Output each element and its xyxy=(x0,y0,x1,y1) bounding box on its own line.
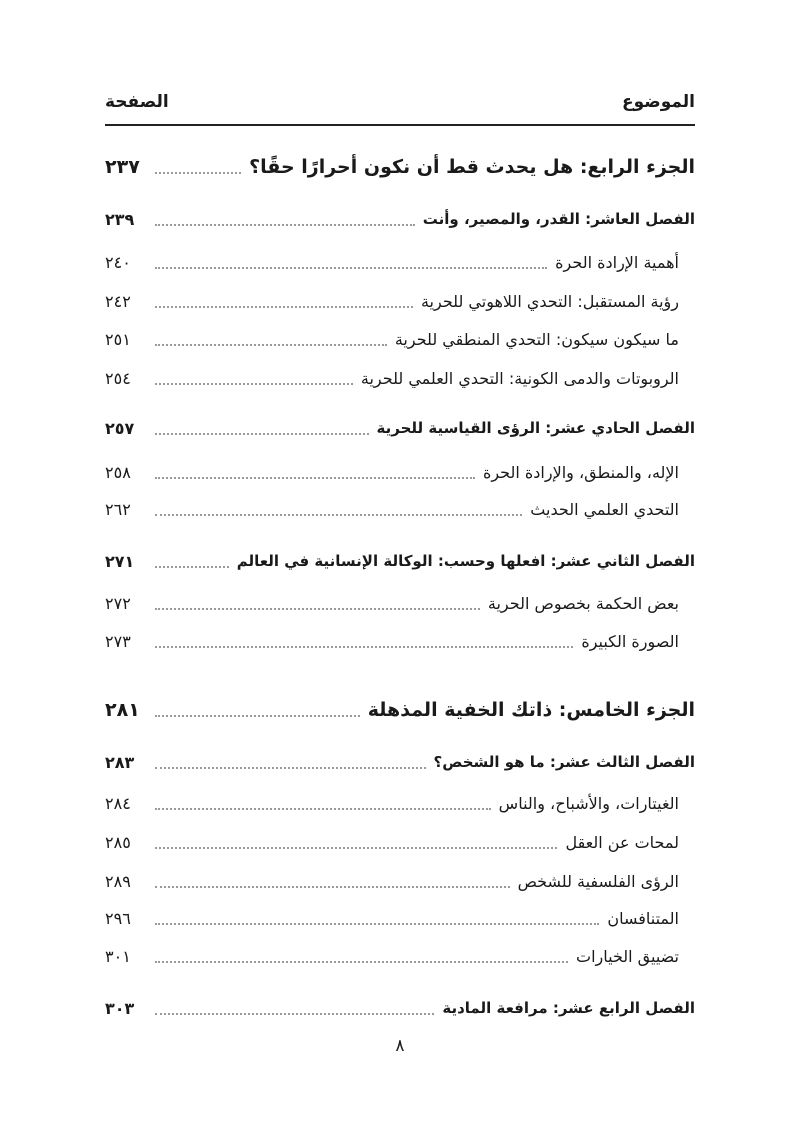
entry-page-number: ٢٥٤ xyxy=(105,368,131,388)
page-number: ٨ xyxy=(395,1036,405,1056)
toc-entry-section xyxy=(105,247,695,277)
toc-entry-section xyxy=(105,286,695,316)
entry-page-number: ٢٨٣ xyxy=(105,752,135,772)
toc-entry-section xyxy=(105,626,695,656)
dot-leader xyxy=(155,847,557,849)
dot-leader xyxy=(155,608,480,610)
dot-leader xyxy=(155,267,547,269)
entry-page-number: ٢٤٠ xyxy=(105,252,131,272)
entry-title: الفصل الحادي عشر: الرؤى القياسية للحرية xyxy=(376,419,695,437)
entry-page-number: ٢٧١ xyxy=(105,551,135,571)
toc-entry-section xyxy=(105,363,695,393)
entry-page-number: ٢٩٦ xyxy=(105,908,131,928)
entry-page-number: ٢٨٩ xyxy=(105,871,131,891)
entry-page-number: ٣٠٣ xyxy=(105,998,135,1018)
entry-title: تضييق الخيارات xyxy=(576,946,679,966)
dot-leader xyxy=(155,923,599,925)
toc-entry-section xyxy=(105,827,695,857)
entry-page-number: ٢٣٧ xyxy=(105,156,140,178)
toc-entry-section xyxy=(105,324,695,354)
entry-page-number: ٢٧٢ xyxy=(105,593,131,613)
entry-page-number: ٢٥٨ xyxy=(105,462,131,482)
header-divider xyxy=(105,124,695,126)
dot-leader xyxy=(155,808,491,810)
toc-entry-section xyxy=(105,941,695,971)
page-column-label: الصفحة xyxy=(105,92,169,112)
entry-title: الرؤى الفلسفية للشخص xyxy=(517,871,679,891)
dot-leader xyxy=(155,715,360,717)
dot-leader xyxy=(155,224,415,226)
entry-title: الغيتارات، والأشباح، والناس xyxy=(498,793,679,813)
entry-page-number: ٢٥١ xyxy=(105,329,131,349)
entry-title: التحدي العلمي الحديث xyxy=(530,499,679,519)
entry-title: لمحات عن العقل xyxy=(565,832,679,852)
dot-leader xyxy=(155,477,475,479)
toc-entry-chapter xyxy=(105,204,695,234)
dot-leader xyxy=(155,961,568,963)
dot-leader xyxy=(155,383,353,385)
entry-title: رؤية المستقبل: التحدي اللاهوتي للحرية xyxy=(420,291,679,311)
entry-title: الفصل الثالث عشر: ما هو الشخص؟ xyxy=(433,753,695,771)
dot-leader xyxy=(155,886,510,888)
entry-page-number: ٢٧٣ xyxy=(105,631,131,651)
entry-title: ما سيكون سيكون: التحدي المنطقي للحرية xyxy=(394,329,679,349)
entry-title: الفصل العاشر: القدر، والمصير، وأنت xyxy=(422,210,695,228)
toc-entry-section xyxy=(105,866,695,896)
entry-page-number: ٢٨٤ xyxy=(105,793,131,813)
toc-entry-section xyxy=(105,903,695,933)
toc-page xyxy=(105,0,695,1130)
entry-page-number: ٢٨٥ xyxy=(105,832,131,852)
toc-entry-chapter xyxy=(105,747,695,777)
toc-header xyxy=(105,85,695,119)
entry-title: بعض الحكمة بخصوص الحرية xyxy=(487,593,679,613)
entry-page-number: ٢٣٩ xyxy=(105,209,135,229)
dot-leader xyxy=(155,433,369,435)
entry-title: الروبوتات والدمى الكونية: التحدي العلمي للحرية xyxy=(360,368,679,388)
dot-leader xyxy=(155,172,241,174)
toc-entry-section xyxy=(105,457,695,487)
toc-entry-part xyxy=(105,695,695,725)
entry-title: الفصل الرابع عشر: مرافعة المادية xyxy=(442,999,695,1017)
entry-title: الجزء الرابع: هل يحدث قط أن نكون أحرارًا حقًا؟ xyxy=(249,156,695,178)
entry-title: المتنافسان xyxy=(607,908,679,928)
dot-leader xyxy=(155,566,229,568)
toc-entry-chapter xyxy=(105,546,695,576)
entry-title: أهمية الإرادة الحرة xyxy=(555,252,679,272)
topic-column-label: الموضوع xyxy=(622,92,695,112)
toc-entry-section xyxy=(105,588,695,618)
entry-title: الجزء الخامس: ذاتك الخفية المذهلة xyxy=(367,699,695,721)
dot-leader xyxy=(155,344,387,346)
entry-page-number: ٢٨١ xyxy=(105,699,140,721)
toc-entry-section xyxy=(105,494,695,524)
toc-entry-section xyxy=(105,788,695,818)
entry-title: الصورة الكبيرة xyxy=(581,631,679,651)
toc-entry-chapter xyxy=(105,413,695,443)
toc-entry-chapter xyxy=(105,993,695,1023)
dot-leader xyxy=(155,767,426,769)
entry-page-number: ٣٠١ xyxy=(105,946,131,966)
entry-title: الفصل الثاني عشر: افعلها وحسب: الوكالة الإنسانية في العالم xyxy=(236,552,695,570)
dot-leader xyxy=(155,514,522,516)
dot-leader xyxy=(155,1013,434,1015)
entry-title: الإله، والمنطق، والإرادة الحرة xyxy=(482,462,679,482)
entry-page-number: ٢٤٢ xyxy=(105,291,131,311)
toc-entry-part xyxy=(105,152,695,182)
dot-leader xyxy=(155,306,413,308)
entry-page-number: ٢٦٢ xyxy=(105,499,131,519)
dot-leader xyxy=(155,646,573,648)
entry-page-number: ٢٥٧ xyxy=(105,418,135,438)
